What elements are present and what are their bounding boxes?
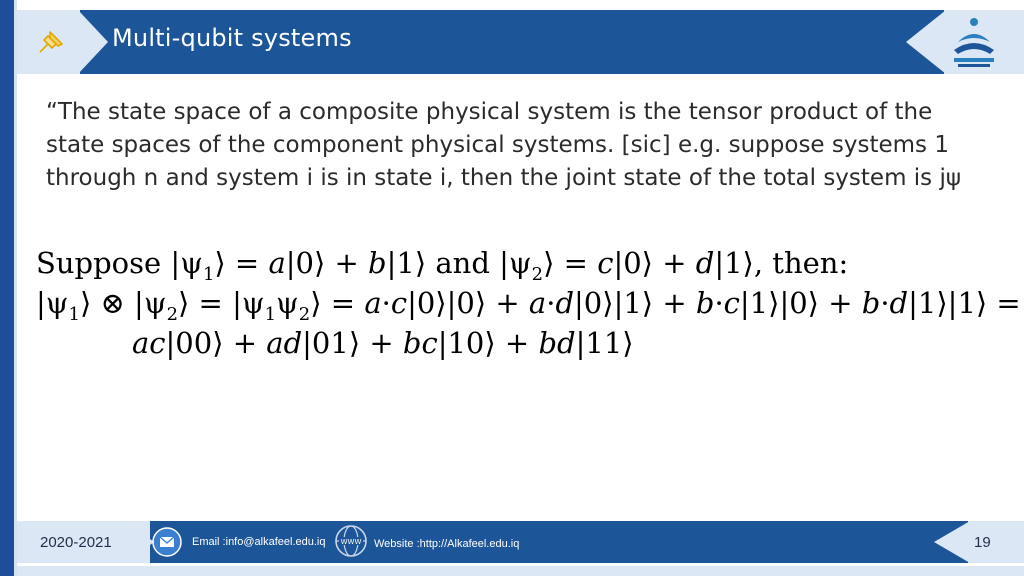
quote-line: “The state space of a composite physical system is the tensor product of the [46, 99, 933, 125]
coef-c: c [597, 246, 614, 280]
psi-symbol: ψ [508, 246, 532, 280]
ket: |1⟩ [739, 286, 780, 320]
page-number: 19 [974, 534, 991, 551]
quote-line: state spaces of the component physical systems. [sic] e.g. suppose systems 1 [46, 132, 949, 158]
subscript: 2 [166, 304, 179, 325]
math-derivation [36, 244, 1021, 364]
ket: |1⟩ [908, 286, 948, 320]
subscript: 2 [531, 264, 544, 285]
psi-symbol: ψ [180, 246, 203, 280]
footer-chevron-left [126, 521, 154, 563]
psi-symbol: ψ [45, 286, 69, 320]
coef-ac: ac [132, 326, 166, 360]
ket: |01⟩ [302, 326, 361, 360]
coef-c: c [723, 286, 740, 320]
psi-symbol: ψ [276, 286, 299, 320]
coef-bd: bd [538, 326, 576, 360]
subscript: 1 [264, 304, 277, 325]
ket: |10⟩ [437, 326, 496, 360]
left-accent-line [14, 0, 17, 576]
ket: |0⟩ [574, 286, 614, 320]
ket: |0⟩ [285, 246, 326, 280]
slide-title: Multi-qubit systems [112, 24, 352, 52]
email-label: Email : [192, 536, 226, 548]
suppose-word: Suppose [36, 246, 162, 280]
ket: |1⟩ [947, 286, 988, 320]
footer-bottom-strip [17, 566, 1024, 576]
ket: |00⟩ [165, 326, 224, 360]
website-link[interactable]: http://Alkafeel.edu.iq [419, 538, 520, 550]
quote-text [46, 96, 1006, 195]
subscript: 1 [202, 264, 215, 285]
and-word: and [435, 246, 490, 280]
svg-text:WWW: WWW [340, 538, 362, 546]
math-line-3: ac|00⟩ + ad|01⟩ + bc|10⟩ + bd|11⟩ [132, 326, 634, 360]
coef-bc: bc [402, 326, 438, 360]
math-line-2: $|\psi_1⟩$ ⊗ $|\psi_2⟩$ = $|\psi_1\psi_2⟩$ = a·c|0⟩|0⟩ + a·d|0⟩|1⟩ + b·c|1⟩|0⟩ + b·d|1⟩|1⟩ = [36, 286, 1021, 325]
coef-d: d [695, 246, 715, 280]
ket: |11⟩ [575, 326, 634, 360]
ket: |1⟩ [613, 286, 654, 320]
coef-d: d [889, 286, 909, 320]
ket: |1⟩ [386, 246, 427, 280]
header-chevron-right [906, 10, 946, 74]
ket: |0⟩ [446, 286, 487, 320]
footer-email[interactable] [192, 536, 325, 548]
ket: |0⟩ [407, 286, 447, 320]
ket: |0⟩ [779, 286, 819, 320]
psi-symbol: ψ [143, 286, 167, 320]
math-line-1: Suppose $|\psi_1⟩$ = a|0⟩ + b|1⟩ and $|\psi_2⟩$ = c|0⟩ + d|1⟩, then: [36, 246, 849, 285]
footer-year: 2020-2021 [40, 534, 112, 551]
subscript: 2 [298, 304, 311, 325]
coef-c: c [390, 286, 408, 320]
coef-a: a [364, 286, 382, 320]
website-label: Website : [374, 538, 420, 550]
then-word: , then: [753, 246, 849, 280]
footer-chevron-right [934, 521, 970, 563]
coef-b: b [861, 286, 881, 320]
quote-line: through n and system i is in state i, then the joint state of the total system is jψ [46, 165, 962, 191]
www-globe-icon [334, 524, 368, 558]
coef-b: b [368, 246, 387, 280]
header-chevron-left [78, 10, 108, 74]
coef-ad: ad [266, 326, 303, 360]
email-link[interactable]: info@alkafeel.edu.iq [225, 536, 326, 548]
coef-a: a [268, 246, 286, 280]
university-logo-icon [944, 12, 1004, 72]
coef-b: b [695, 286, 715, 320]
pushpin-icon [36, 24, 72, 60]
coef-a: a [528, 286, 547, 320]
psi-symbol: ψ [241, 286, 265, 320]
mail-icon [152, 527, 182, 557]
ket: |0⟩ [613, 246, 653, 280]
ket: |1⟩ [714, 246, 754, 280]
left-accent-bar [0, 0, 14, 576]
coef-d: d [555, 286, 575, 320]
subscript: 1 [68, 304, 80, 325]
footer-website[interactable] [374, 538, 519, 550]
